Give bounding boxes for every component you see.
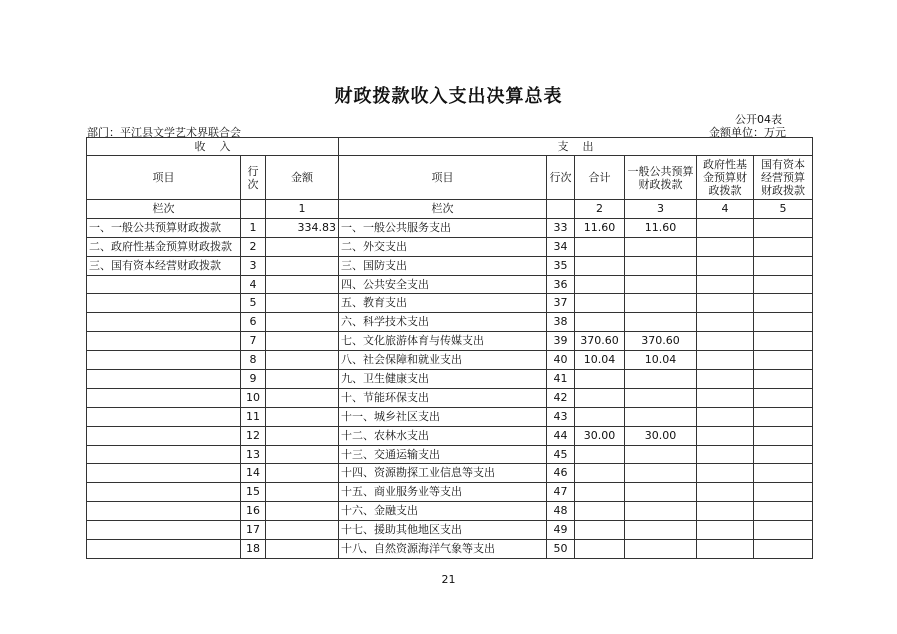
state-capital-cell xyxy=(754,540,813,559)
income-item-cell xyxy=(87,426,241,445)
gov-fund-cell xyxy=(697,237,754,256)
general-budget-cell: 30.00 xyxy=(625,426,697,445)
income-amount-cell xyxy=(266,540,339,559)
expense-item-cell: 八、社会保障和就业支出 xyxy=(339,351,547,370)
expense-line-cell: 33 xyxy=(547,218,575,237)
total-cell: 370.60 xyxy=(575,332,625,351)
total-header: 合计 xyxy=(575,156,625,200)
state-capital-header: 国有资本经营预算财政拨款 xyxy=(754,156,813,200)
gov-fund-cell xyxy=(697,332,754,351)
total-cell xyxy=(575,294,625,313)
income-item-cell xyxy=(87,275,241,294)
state-capital-cell xyxy=(754,521,813,540)
income-amount-cell xyxy=(266,351,339,370)
income-item-cell xyxy=(87,294,241,313)
income-amount-cell: 334.83 xyxy=(266,218,339,237)
general-budget-cell xyxy=(625,237,697,256)
gov-fund-cell xyxy=(697,502,754,521)
table-row xyxy=(87,370,813,389)
income-line-cell: 11 xyxy=(241,407,266,426)
general-budget-cell xyxy=(625,502,697,521)
state-capital-cell xyxy=(754,483,813,502)
total-cell: 30.00 xyxy=(575,426,625,445)
col-number-5: 5 xyxy=(754,200,813,219)
state-capital-cell xyxy=(754,256,813,275)
income-line-cell: 18 xyxy=(241,540,266,559)
section-header-row xyxy=(87,138,813,156)
col-number-2: 2 xyxy=(575,200,625,219)
income-item-cell xyxy=(87,332,241,351)
gov-fund-cell xyxy=(697,218,754,237)
income-item-cell xyxy=(87,540,241,559)
total-cell xyxy=(575,275,625,294)
income-item-cell xyxy=(87,370,241,389)
expense-item-header: 项目 xyxy=(339,156,547,200)
expense-line-header: 行次 xyxy=(547,156,575,200)
income-line-cell: 14 xyxy=(241,464,266,483)
general-budget-cell xyxy=(625,256,697,275)
general-budget-header: 一般公共预算财政拨款 xyxy=(625,156,697,200)
income-line-cell: 5 xyxy=(241,294,266,313)
page-title: 财政拨款收入支出决算总表 xyxy=(334,86,563,107)
income-line-cell: 12 xyxy=(241,426,266,445)
income-line-cell: 2 xyxy=(241,237,266,256)
expense-line-cell: 47 xyxy=(547,483,575,502)
income-amount-cell xyxy=(266,464,339,483)
expense-item-cell: 十五、商业服务业等支出 xyxy=(339,483,547,502)
table-row xyxy=(87,483,813,502)
expense-item-cell: 十八、自然资源海洋气象等支出 xyxy=(339,540,547,559)
total-cell: 11.60 xyxy=(575,218,625,237)
table-row xyxy=(87,445,813,464)
income-item-header: 项目 xyxy=(87,156,241,200)
expense-item-cell: 六、科学技术支出 xyxy=(339,313,547,332)
income-item-cell xyxy=(87,445,241,464)
col-blank-right xyxy=(547,200,575,219)
expense-item-cell: 四、公共安全支出 xyxy=(339,275,547,294)
table-row xyxy=(87,388,813,407)
gov-fund-cell xyxy=(697,313,754,332)
gov-fund-header: 政府性基金预算财政拨款 xyxy=(697,156,754,200)
gov-fund-cell xyxy=(697,407,754,426)
expense-line-cell: 50 xyxy=(547,540,575,559)
expense-line-cell: 48 xyxy=(547,502,575,521)
expense-item-cell: 十七、援助其他地区支出 xyxy=(339,521,547,540)
expense-line-cell: 44 xyxy=(547,426,575,445)
state-capital-cell xyxy=(754,464,813,483)
income-item-cell xyxy=(87,313,241,332)
income-line-cell: 15 xyxy=(241,483,266,502)
department-label: 部门：平江县文学艺术界联合会 xyxy=(87,126,241,139)
expense-item-cell: 三、国防支出 xyxy=(339,256,547,275)
table-row xyxy=(87,540,813,559)
income-amount-cell xyxy=(266,332,339,351)
expense-line-cell: 37 xyxy=(547,294,575,313)
income-line-cell: 4 xyxy=(241,275,266,294)
total-cell xyxy=(575,464,625,483)
budget-table xyxy=(86,137,813,559)
state-capital-cell xyxy=(754,275,813,294)
total-cell xyxy=(575,407,625,426)
table-row xyxy=(87,426,813,445)
expense-line-cell: 39 xyxy=(547,332,575,351)
income-line-cell: 7 xyxy=(241,332,266,351)
table-row xyxy=(87,407,813,426)
expense-line-cell: 36 xyxy=(547,275,575,294)
general-budget-cell: 11.60 xyxy=(625,218,697,237)
income-amount-cell xyxy=(266,445,339,464)
income-line-header: 行次 xyxy=(241,156,266,200)
income-item-cell: 二、政府性基金预算财政拨款 xyxy=(87,237,241,256)
total-cell xyxy=(575,540,625,559)
general-budget-cell xyxy=(625,388,697,407)
page-number: 21 xyxy=(441,573,456,586)
gov-fund-cell xyxy=(697,521,754,540)
expense-line-cell: 46 xyxy=(547,464,575,483)
general-budget-cell xyxy=(625,483,697,502)
income-item-cell xyxy=(87,502,241,521)
income-line-cell: 1 xyxy=(241,218,266,237)
state-capital-cell xyxy=(754,294,813,313)
expense-item-cell: 十三、交通运输支出 xyxy=(339,445,547,464)
expense-item-cell: 十二、农林水支出 xyxy=(339,426,547,445)
general-budget-cell xyxy=(625,540,697,559)
expense-line-cell: 42 xyxy=(547,388,575,407)
expense-header: 支 出 xyxy=(339,138,813,156)
income-amount-cell xyxy=(266,313,339,332)
state-capital-cell xyxy=(754,445,813,464)
expense-item-cell: 五、教育支出 xyxy=(339,294,547,313)
state-capital-cell xyxy=(754,370,813,389)
general-budget-cell: 10.04 xyxy=(625,351,697,370)
income-amount-cell xyxy=(266,426,339,445)
state-capital-cell xyxy=(754,502,813,521)
income-item-cell: 一、一般公共预算财政拨款 xyxy=(87,218,241,237)
expense-item-cell: 十六、金融支出 xyxy=(339,502,547,521)
table-row xyxy=(87,351,813,370)
income-item-cell xyxy=(87,407,241,426)
general-budget-cell xyxy=(625,464,697,483)
total-cell xyxy=(575,521,625,540)
income-amount-cell xyxy=(266,237,339,256)
total-cell xyxy=(575,445,625,464)
gov-fund-cell xyxy=(697,540,754,559)
general-budget-cell xyxy=(625,445,697,464)
income-item-cell xyxy=(87,483,241,502)
state-capital-cell xyxy=(754,388,813,407)
table-row xyxy=(87,502,813,521)
unit-label: 金额单位：万元 xyxy=(709,126,786,139)
total-cell: 10.04 xyxy=(575,351,625,370)
gov-fund-cell xyxy=(697,464,754,483)
expense-item-cell: 七、文化旅游体育与传媒支出 xyxy=(339,332,547,351)
income-amount-cell xyxy=(266,483,339,502)
expense-item-cell: 十四、资源勘探工业信息等支出 xyxy=(339,464,547,483)
expense-line-cell: 43 xyxy=(547,407,575,426)
state-capital-cell xyxy=(754,218,813,237)
expense-line-cell: 45 xyxy=(547,445,575,464)
income-amount-cell xyxy=(266,502,339,521)
income-amount-header: 金额 xyxy=(266,156,339,200)
income-item-cell xyxy=(87,388,241,407)
gov-fund-cell xyxy=(697,445,754,464)
income-amount-cell xyxy=(266,388,339,407)
column-number-row xyxy=(87,200,813,219)
gov-fund-cell xyxy=(697,370,754,389)
col-label-left: 栏次 xyxy=(87,200,241,219)
gov-fund-cell xyxy=(697,388,754,407)
expense-item-cell: 十、节能环保支出 xyxy=(339,388,547,407)
total-cell xyxy=(575,256,625,275)
state-capital-cell xyxy=(754,332,813,351)
gov-fund-cell xyxy=(697,426,754,445)
col-number-3: 3 xyxy=(625,200,697,219)
total-cell xyxy=(575,370,625,389)
column-header-row xyxy=(87,156,813,200)
total-cell xyxy=(575,502,625,521)
income-line-cell: 16 xyxy=(241,502,266,521)
income-amount-cell xyxy=(266,275,339,294)
income-line-cell: 10 xyxy=(241,388,266,407)
income-amount-cell xyxy=(266,370,339,389)
gov-fund-cell xyxy=(697,275,754,294)
expense-line-cell: 34 xyxy=(547,237,575,256)
gov-fund-cell xyxy=(697,256,754,275)
table-row xyxy=(87,237,813,256)
expense-line-cell: 38 xyxy=(547,313,575,332)
income-amount-cell xyxy=(266,407,339,426)
income-item-cell xyxy=(87,351,241,370)
income-line-cell: 17 xyxy=(241,521,266,540)
general-budget-cell xyxy=(625,275,697,294)
income-line-cell: 13 xyxy=(241,445,266,464)
general-budget-cell xyxy=(625,521,697,540)
income-amount-cell xyxy=(266,294,339,313)
income-line-cell: 3 xyxy=(241,256,266,275)
total-cell xyxy=(575,237,625,256)
income-item-cell: 三、国有资本经营财政拨款 xyxy=(87,256,241,275)
expense-item-cell: 九、卫生健康支出 xyxy=(339,370,547,389)
general-budget-cell xyxy=(625,294,697,313)
state-capital-cell xyxy=(754,237,813,256)
total-cell xyxy=(575,313,625,332)
income-line-cell: 8 xyxy=(241,351,266,370)
expense-item-cell: 一、一般公共服务支出 xyxy=(339,218,547,237)
table-row xyxy=(87,275,813,294)
income-header: 收 入 xyxy=(87,138,339,156)
expense-item-cell: 十一、城乡社区支出 xyxy=(339,407,547,426)
expense-line-cell: 41 xyxy=(547,370,575,389)
general-budget-cell xyxy=(625,370,697,389)
income-amount-cell xyxy=(266,256,339,275)
table-row xyxy=(87,313,813,332)
table-row xyxy=(87,464,813,483)
expense-line-cell: 35 xyxy=(547,256,575,275)
total-cell xyxy=(575,483,625,502)
general-budget-cell xyxy=(625,407,697,426)
general-budget-cell xyxy=(625,313,697,332)
gov-fund-cell xyxy=(697,294,754,313)
table-row xyxy=(87,521,813,540)
income-line-cell: 9 xyxy=(241,370,266,389)
state-capital-cell xyxy=(754,426,813,445)
table-row xyxy=(87,294,813,313)
col-label-right: 栏次 xyxy=(339,200,547,219)
state-capital-cell xyxy=(754,407,813,426)
general-budget-cell: 370.60 xyxy=(625,332,697,351)
form-code: 公开04表 xyxy=(735,113,782,126)
col-number-4: 4 xyxy=(697,200,754,219)
income-item-cell xyxy=(87,464,241,483)
col-blank-left xyxy=(241,200,266,219)
income-amount-cell xyxy=(266,521,339,540)
table-row xyxy=(87,256,813,275)
gov-fund-cell xyxy=(697,483,754,502)
expense-line-cell: 40 xyxy=(547,351,575,370)
expense-line-cell: 49 xyxy=(547,521,575,540)
state-capital-cell xyxy=(754,313,813,332)
income-item-cell xyxy=(87,521,241,540)
table-row xyxy=(87,332,813,351)
col-number-1: 1 xyxy=(266,200,339,219)
table-row xyxy=(87,218,813,237)
income-line-cell: 6 xyxy=(241,313,266,332)
total-cell xyxy=(575,388,625,407)
expense-item-cell: 二、外交支出 xyxy=(339,237,547,256)
gov-fund-cell xyxy=(697,351,754,370)
state-capital-cell xyxy=(754,351,813,370)
